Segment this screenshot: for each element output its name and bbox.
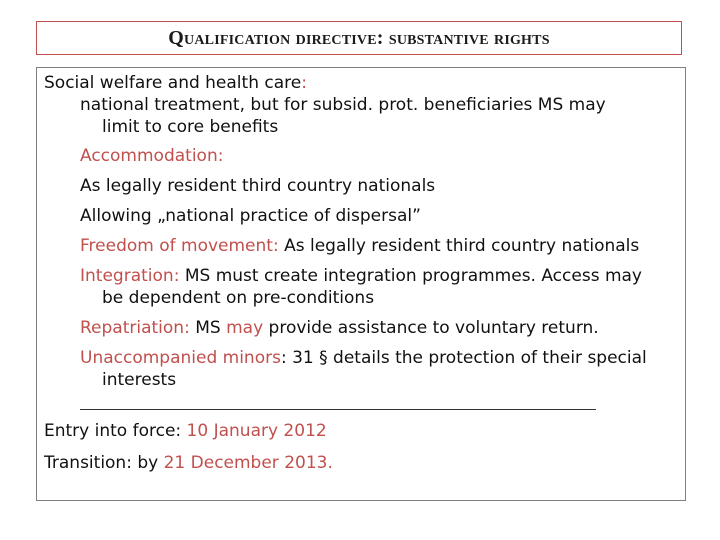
integration-continuation: be dependent on pre-conditions [102,288,375,308]
transition-label: Transition: by [44,453,164,473]
minors-label: Unaccompanied minors [80,348,281,368]
minors-colon: : [280,348,287,368]
social-welfare-line [44,72,679,94]
social-welfare-label: Social welfare and health care [44,73,302,93]
repatriation-colon: : [184,318,190,338]
integration-text: MS must create integration programmes. Access may [179,266,642,286]
minors-line [44,347,679,369]
page-title: Qualification directive: substantive rights [168,26,550,49]
minors-continuation: interests [102,370,177,390]
separator-rule [80,409,596,410]
integration-colon: : [173,266,180,286]
title-box [36,21,682,55]
accommodation-heading: Accommodation: [80,146,224,166]
transition-line [44,452,679,474]
repatriation-label: Repatriation [80,318,185,338]
social-welfare-colon: : [301,73,307,93]
entry-into-force-line [44,420,679,442]
entry-label: Entry into force: [44,421,187,441]
minors-text: 31 § details the protection of their special [286,348,647,368]
freedom-text: As legally resident third country nationals [278,236,640,256]
national-treatment-continuation: limit to core benefits [102,117,279,137]
integration-label: Integration [80,266,174,286]
repatriation-may: may [226,318,264,338]
national-treatment-line: national treatment, but for subsid. prot. beneficiaries MS may [80,95,606,115]
repatriation-text-b: provide assistance to voluntary return. [263,318,599,338]
repatriation-line [44,317,679,339]
freedom-of-movement-line [44,235,679,257]
freedom-of-movement-label: Freedom of movement [80,236,273,256]
content-box [36,67,686,501]
freedom-colon: : [272,236,279,256]
dispersal-line: Allowing „national practice of dispersal” [80,206,421,226]
repatriation-text-a: MS [189,318,227,338]
transition-date: 21 December 2013. [163,453,333,473]
integration-line [44,265,679,287]
entry-date: 10 January 2012 [186,421,327,441]
legally-resident-line: As legally resident third country nationals [80,176,436,196]
